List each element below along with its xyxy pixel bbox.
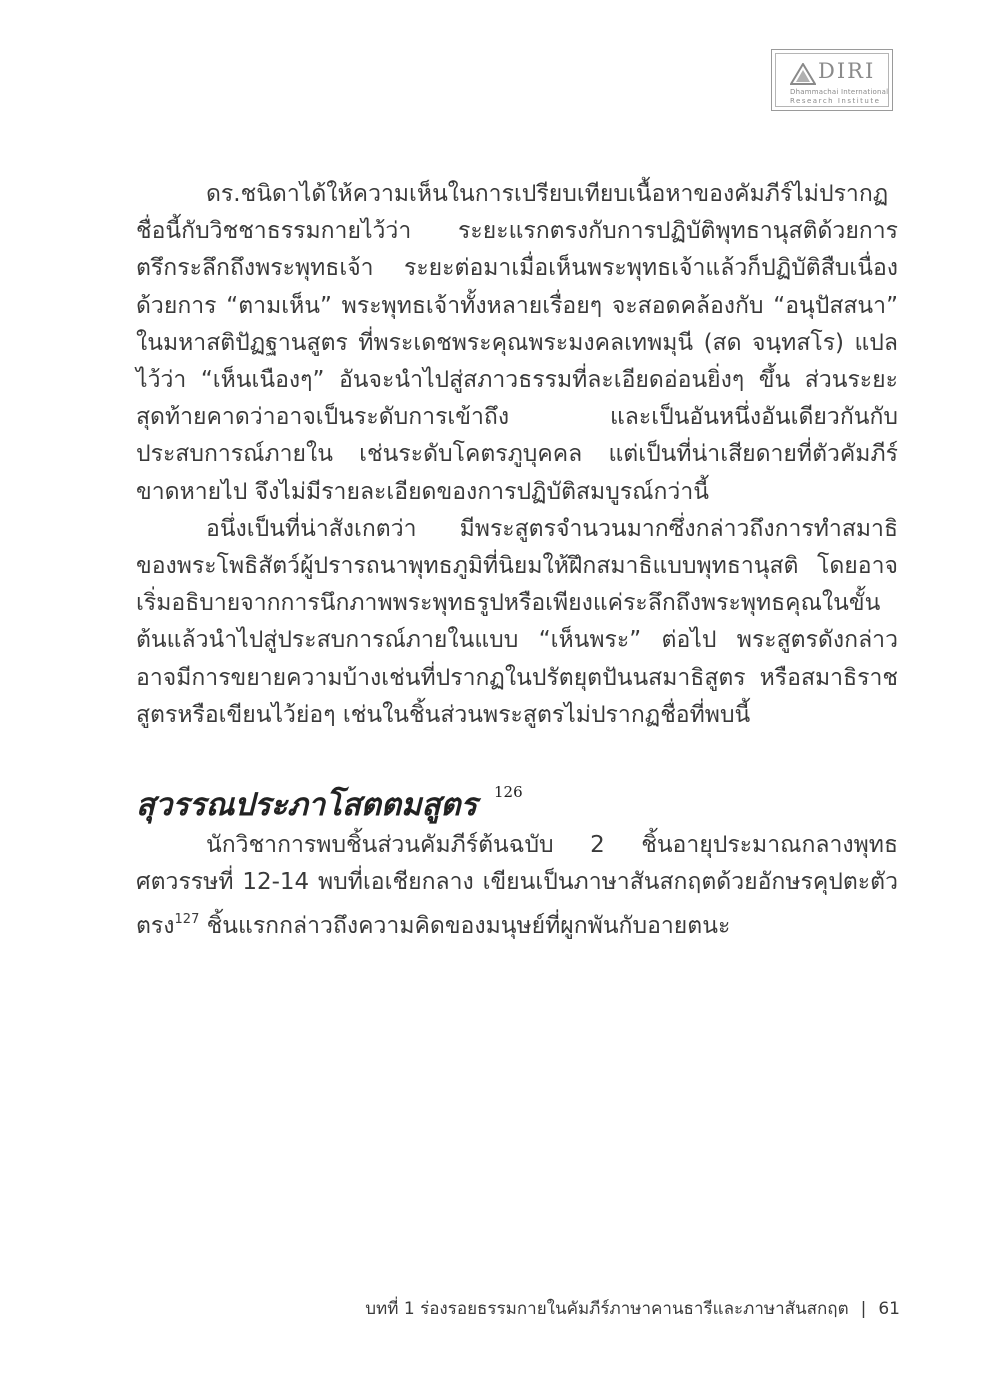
chapter-title: บทที่ 1 ร่องรอยธรรมกายในคัมภีร์ภาษาคานธารีและภาษาสันสกฤต [365,1299,849,1319]
section-footnote-ref: 126 [493,783,523,802]
paragraph-3-text-before: นักวิชาการพบชิ้นส่วนคัมภีร์ต้นฉบับ 2 ชิ้นอายุประมาณกลางพุทธศตวรรษที่ 12-14 พบที่เอเชียกลาง เขียนเป็นภาษาสันสกฤตด้วยอักษรคุปตะตัวตรง [136,832,898,940]
footnote-ref-127: 127 [174,912,200,928]
logo-frame [775,53,889,107]
paragraph-2: อนึ่งเป็นที่น่าสังเกตว่า มีพระสูตรจำนวนมากซึ่งกล่าวถึงการทำสมาธิของพระโพธิสัตว์ผู้ปรารถนาพุทธภูมิที่นิยมให้ฝึกสมาธิแบบพุทธานุสติ โดยอาจเริ่มอธิบายจากการนึกภาพพระพุทธรูปหรือเพียงแค่ระลึกถึงพระพุทธคุณในขั้นต้นแล้วนำไปสู่ประสบการณ์ภายในแบบ “เห็นพระ” ต่อไป พระสูตรดังกล่าวอาจมีการขยายความบ้างเช่นที่ปรากฏในปรัตยุตปันนสมาธิสูตร หรือสมาธิราชสูตรหรือเขียนไว้ย่อๆ เช่นในชิ้นส่วนพระสูตรไม่ปรากฏชื่อที่พบนี้ [136,515,898,728]
page-footer [365,1295,900,1322]
logo-name: DIRI [818,59,876,83]
page-body [136,176,898,946]
logo-subtitle-line1: Dhammachai International [790,88,889,96]
diri-logo [771,49,893,111]
paragraph-1: ดร.ชนิดาได้ให้ความเห็นในการเปรียบเทียบเนื้อหาของคัมภีร์ไม่ปรากฏชื่อนี้กับวิชชาธรรมกายไว้ว่า ระยะแรกตรงกับการปฏิบัติพุทธานุสติด้วยการตรึกระลึกถึงพระพุทธเจ้า ระยะต่อมาเมื่อเห็นพระพุทธเจ้าแล้วก็ปฏิบัติสืบเนื่องด้วยการ “ตามเห็น” พระพุทธเจ้าทั้งหลายเรื่อยๆ จะสอดคล้องกับ “อนุปัสสนา” ในมหาสติปัฏฐานสูตร ที่พระเดชพระคุณพระมงคลเทพมุนี (สด จนฺทสโร) แปลไว้ว่า “เห็นเนืองๆ” อันจะนำไปสู่สภาวธรรมที่ละเอียดอ่อนยิ่งๆ ขึ้น ส่วนระยะสุดท้ายคาดว่าอาจเป็นระดับการเข้าถึง และเป็นอันหนึ่งอันเดียวกันกับประสบการณ์ภายใน เช่นระดับโคตรภูบุคคล แต่เป็นที่น่าเสียดายที่ตัวคัมภีร์ขาดหายไป จึงไม่มีรายละเอียดของการปฏิบัติสมบูรณ์กว่านี้ [136,181,898,505]
page-number: 61 [878,1299,900,1319]
paragraph-3 [136,827,898,946]
logo-subtitle-line2: Research Institute [790,97,881,105]
footer-separator: | [860,1299,867,1319]
logo-triangle-icon [790,63,816,85]
section-title: สุวรรณประภาโสตตมสูตร [136,787,478,824]
paragraph-3-text-after: ชิ้นแรกกล่าวถึงความคิดของมนุษย์ที่ผูกพันกับอายตนะ [199,913,731,940]
section-heading [136,770,898,827]
